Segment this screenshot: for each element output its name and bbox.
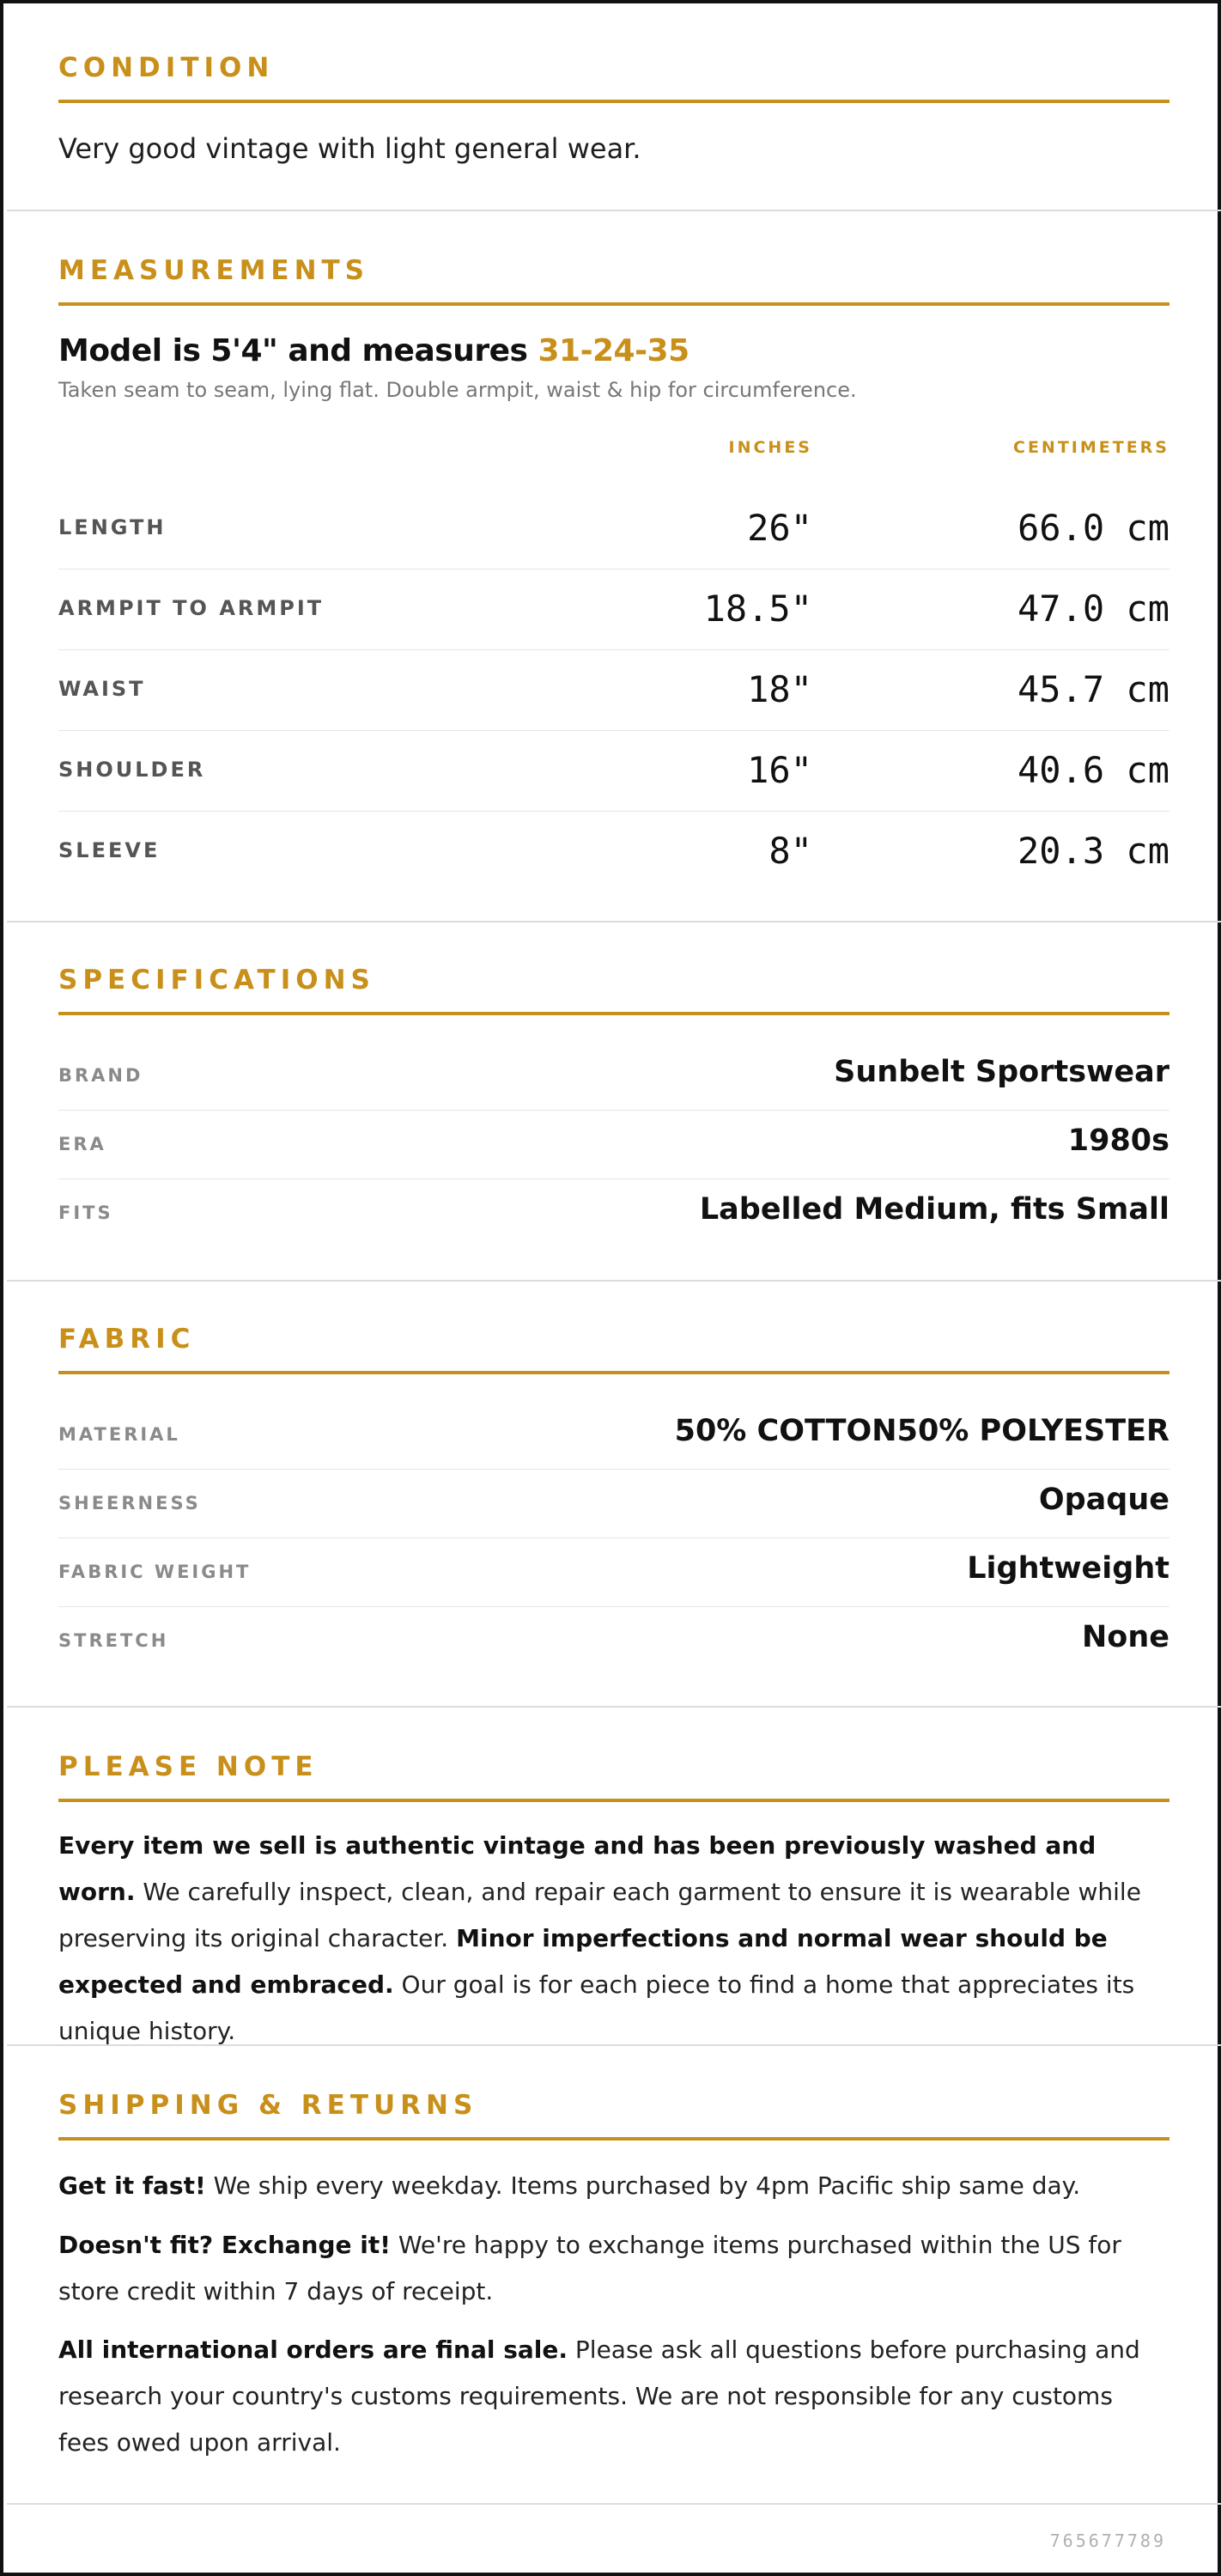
please-note-text	[58, 1823, 1169, 2055]
fabric-value: Lightweight	[967, 1551, 1169, 1586]
measurement-inches: 18"	[747, 668, 812, 710]
measurement-inches: 18.5"	[703, 588, 812, 630]
measurement-label: SHOULDER	[58, 758, 206, 782]
measurements-section	[7, 211, 1221, 923]
measurement-row	[58, 730, 1169, 812]
fabric-label: STRETCH	[58, 1630, 169, 1651]
shipping-paragraph-3	[58, 2327, 1169, 2466]
item-code: 765677789	[1049, 2530, 1166, 2551]
shipping-text-2: We're happy to exchange items purchased within the US for store credit within 7 days of receipt.	[58, 2231, 1121, 2305]
shipping-bold-3: All international orders are final sale.	[58, 2335, 568, 2364]
measurement-cm: 40.6 cm	[1017, 749, 1169, 791]
measurement-inches: 26"	[747, 507, 812, 549]
model-figure: 31-24-35	[538, 333, 689, 368]
measurement-note: Taken seam to seam, lying flat. Double armpit, waist & hip for circumference.	[58, 378, 857, 402]
fabric-value: None	[1082, 1620, 1169, 1654]
fabric-label: MATERIAL	[58, 1424, 180, 1445]
measurement-label: LENGTH	[58, 515, 167, 539]
note-bold-1: Every item we sell is authentic vintage and has been previously washed and worn.	[58, 1831, 1096, 1906]
fabric-row	[58, 1606, 1169, 1675]
shipping-heading: SHIPPING & RETURNS	[58, 2089, 1169, 2141]
column-header-inches: INCHES	[728, 438, 812, 457]
fabric-value: Opaque	[1038, 1483, 1169, 1517]
shipping-text-3: Please ask all questions before purchasing and research your country's customs requirements. We are not responsible for any customs fees owed upon arrival.	[58, 2335, 1140, 2457]
measurement-row	[58, 649, 1169, 731]
note-text-2: Our goal is for each piece to find a home that appreciates its unique history.	[58, 1970, 1135, 2045]
shipping-bold-1: Get it fast!	[58, 2171, 206, 2200]
spec-row	[58, 1110, 1169, 1179]
measurement-inches: 8"	[768, 830, 812, 872]
shipping-paragraph-1	[58, 2163, 1169, 2209]
spec-label: FITS	[58, 1203, 113, 1223]
column-header-centimeters: CENTIMETERS	[1013, 438, 1169, 457]
spec-label: ERA	[58, 1134, 106, 1154]
spec-row	[58, 1178, 1169, 1247]
please-note-section	[7, 1708, 1221, 2046]
spec-value: Sunbelt Sportswear	[834, 1055, 1169, 1089]
measurement-label: SLEEVE	[58, 838, 161, 862]
fabric-section	[7, 1282, 1221, 1708]
fabric-row	[58, 1538, 1169, 1607]
fabric-label: SHEERNESS	[58, 1493, 201, 1513]
fabric-value: 50% COTTON50% POLYESTER	[674, 1414, 1169, 1448]
model-prefix: Model is 5'4" and measures	[58, 333, 538, 368]
note-text-1: We carefully inspect, clean, and repair each garment to ensure it is wearable while preserving its original character.	[58, 1878, 1141, 1952]
spec-label: BRAND	[58, 1065, 143, 1086]
spec-row	[58, 1041, 1169, 1111]
shipping-bold-2: Doesn't fit? Exchange it!	[58, 2231, 391, 2259]
shipping-section	[7, 2046, 1221, 2505]
measurement-cm: 45.7 cm	[1017, 668, 1169, 710]
condition-text: Very good vintage with light general wear.	[58, 132, 641, 165]
condition-section	[7, 3, 1221, 211]
model-measurements	[58, 333, 689, 368]
shipping-paragraph-2	[58, 2222, 1169, 2315]
fabric-row	[58, 1400, 1169, 1470]
measurement-row	[58, 569, 1169, 650]
note-bold-2: Minor imperfections and normal wear should be expected and embraced.	[58, 1924, 1108, 1999]
measurement-label: WAIST	[58, 677, 146, 701]
please-note-heading: PLEASE NOTE	[58, 1751, 1169, 1802]
specifications-section	[7, 923, 1221, 1282]
specifications-heading: SPECIFICATIONS	[58, 964, 1169, 1015]
measurement-cm: 66.0 cm	[1017, 507, 1169, 549]
measurements-heading: MEASUREMENTS	[58, 254, 1169, 306]
measurement-row	[58, 488, 1169, 569]
spec-value: 1980s	[1067, 1124, 1169, 1158]
fabric-heading: FABRIC	[58, 1323, 1169, 1374]
measurement-row	[58, 811, 1169, 892]
measurement-label: ARMPIT TO ARMPIT	[58, 596, 325, 620]
measurement-inches: 16"	[747, 749, 812, 791]
condition-heading: CONDITION	[58, 52, 1169, 103]
shipping-text-1: We ship every weekday. Items purchased by 4pm Pacific ship same day.	[205, 2171, 1081, 2200]
measurement-cm: 20.3 cm	[1017, 830, 1169, 872]
fabric-row	[58, 1469, 1169, 1538]
measurement-cm: 47.0 cm	[1017, 588, 1169, 630]
fabric-label: FABRIC WEIGHT	[58, 1562, 252, 1582]
spec-value: Labelled Medium, fits Small	[699, 1192, 1169, 1227]
